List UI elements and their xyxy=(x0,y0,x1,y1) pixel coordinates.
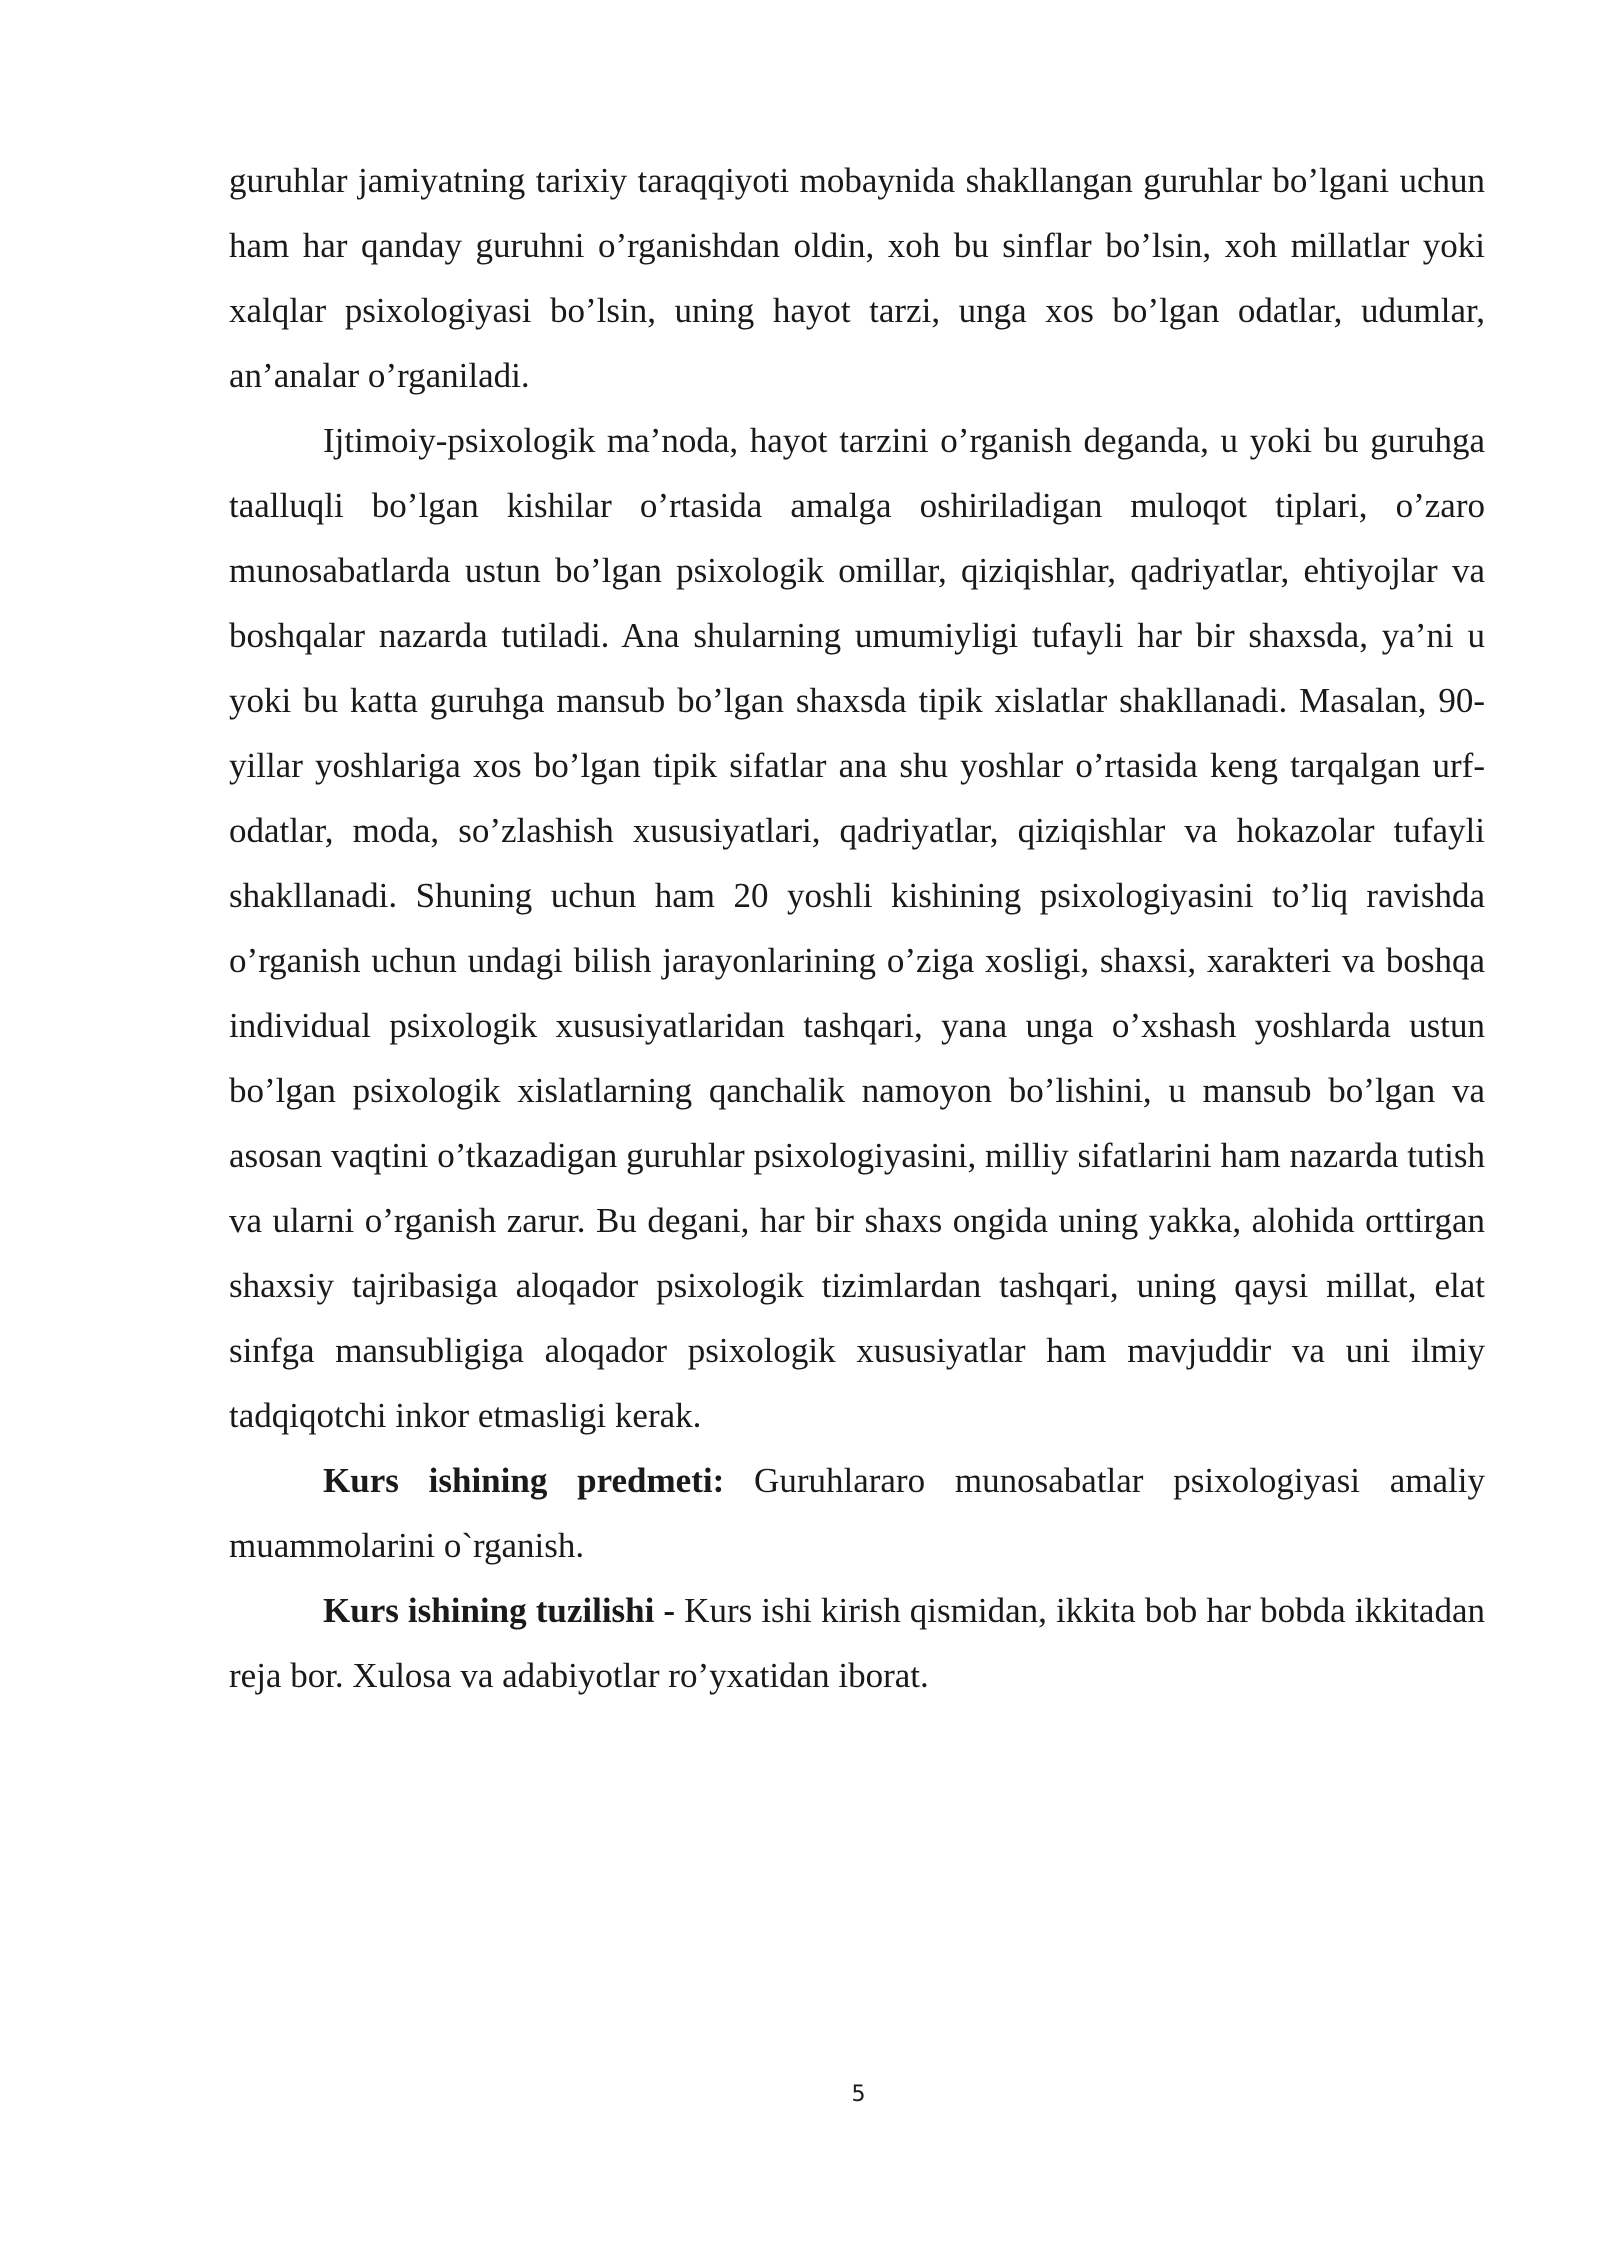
paragraph-lifestyle xyxy=(229,408,1485,1448)
document-body xyxy=(229,148,1485,1708)
paragraph-text: Ijtimoiy-psixologik ma’noda, hayot tarzini o’rganish deganda, u yoki bu guruhga taalluqli bo’lgan kishilar o’rtasida amalga oshiriladigan muloqot tiplari, o’zaro munosabatlarda ustun bo’lgan psixologik omillar, qiziqishlar, qadriyatlar, ehtiyojlar va boshqalar nazarda tutiladi. Ana shularning umumiyligi tufayli har bir shaxsda, ya’ni u yoki bu katta guruhga mansub bo’lgan shaxsda tipik xislatlar shakllanadi. Masalan, 90-yillar yoshlariga xos bo’lgan tipik sifatlar ana shu yoshlar o’rtasida keng tarqalgan urf-odatlar, moda, so’zlashish xususiyatlari, qadriyatlar, qiziqishlar va hokazolar tufayli shakllanadi. Shuning uchun ham 20 yoshli kishining psixologiyasini to’liq ravishda o’rganish uchun undagi bilish jarayonlarining o’ziga xosligi, shaxsi, xarakteri va boshqa individual psixologik xususiyatlaridan tashqari, yana unga o’xshash yoshlarda ustun bo’lgan psixologik xislatlarning qanchalik namoyon bo’lishini, u mansub bo’lgan va asosan vaqtini o’tkazadigan guruhlar psixologiyasini, milliy sifatlarini ham nazarda tutish va ularni o’rganish zarur. Bu degani, har bir shaxs ongida uning yakka, alohida orttirgan shaxsiy tajribasiga aloqador psixologik tizimlardan tashqari, uning qaysi millat, elat sinfga mansubligiga aloqador psixologik xususiyatlar ham mavjuddir va uni ilmiy tadqiqotchi inkor etmasligi kerak. xyxy=(229,421,1485,1435)
structure-heading: Kurs ishining tuzilishi - xyxy=(323,1591,676,1630)
page-number: 5 xyxy=(851,2082,866,2107)
paragraph-text: guruhlar jamiyatning tarixiy taraqqiyoti mobaynida shakllangan guruhlar bo’lgani uchun ham har qanday guruhni o’rganishdan oldin, xoh bu sinflar bo’lsin, xoh millatlar yoki xalqlar psixologiyasi bo’lsin, uning hayot tarzi, unga xos bo’lgan odatlar, udumlar, an’analar o’rganiladi. xyxy=(229,161,1485,395)
paragraph-text: Kurs ishi kirish qismidan, ikkita bob har bobda ikkitadan reja bor. Xulosa va adabiyotlar ro’yxatidan iborat. xyxy=(229,1591,1485,1695)
paragraph-structure xyxy=(229,1578,1485,1708)
paragraph-text: Guruhlararo munosabatlar psixologiyasi amaliy muammolarini o`rganish. xyxy=(229,1461,1485,1565)
paragraph-continuation xyxy=(229,148,1485,408)
paragraph-subject xyxy=(229,1448,1485,1578)
subject-heading: Kurs ishining predmeti: xyxy=(323,1461,725,1500)
